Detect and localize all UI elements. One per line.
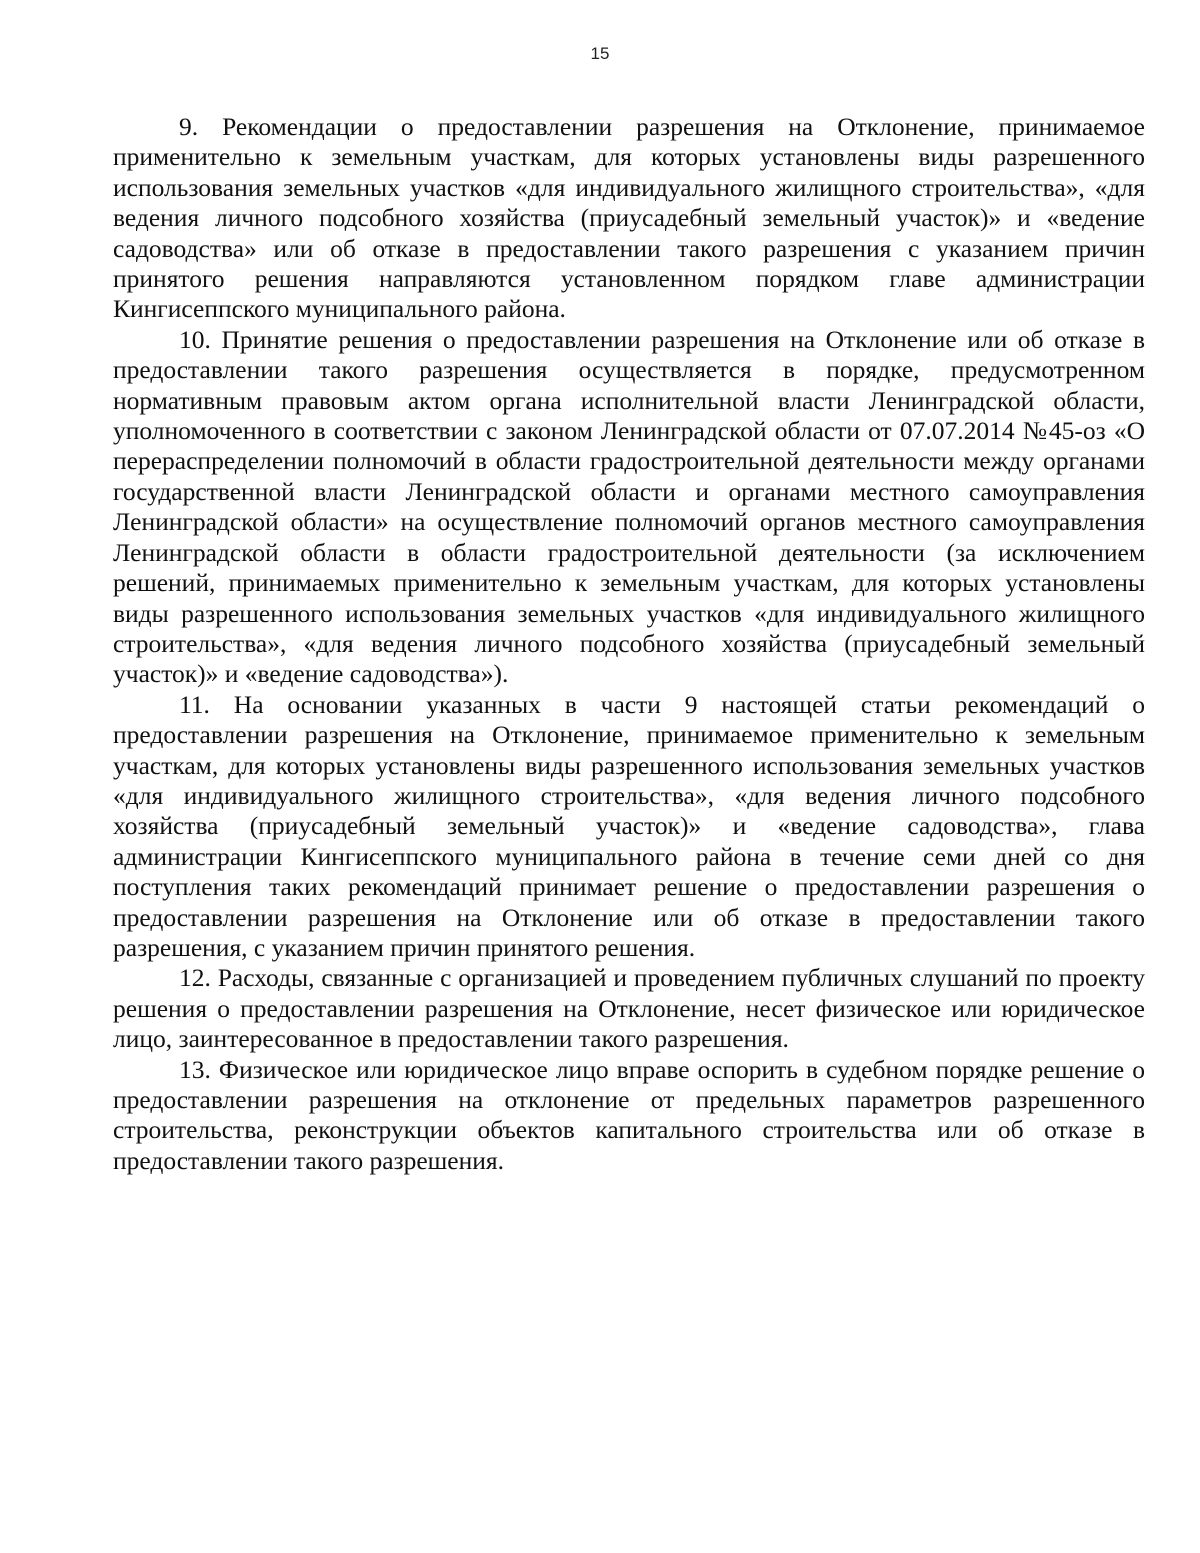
paragraph-10: 10. Принятие решения о предоставлении разрешения на Отклонение или об отказе в предоставлении такого разрешения осуществляется в порядке, предусмотренном нормативным правовым актом органа исполнительной власти Ленинградской области, уполномоченного в соответствии с законом Ленинградской области от 07.07.2014 №45-оз «О перераспределении полномочий в области градостроительной деятельности между органами государственной власти Ленинградской области и органами местного самоуправления Ленинградской области» на осуществление полномочий органов местного самоуправления Ленинградской области в области градостроительной деятельности (за исключением решений, принимаемых применительно к земельным участкам, для которых установлены виды разрешенного использования земельных участков «для индивидуального жилищного строительства», «для ведения личного подсобного хозяйства (приусадебный земельный участок)» и «ведение садоводства»). [113,324,1145,689]
page-number: 15 [590,44,610,63]
paragraph-11: 11. На основании указанных в части 9 настоящей статьи рекомендаций о предоставлении разрешения на Отклонение, принимаемое применительно к земельным участкам, для которых установлены виды разрешенного использования земельных участков «для индивидуального жилищного строительства», «для ведения личного подсобного хозяйства (приусадебный земельный участок)» и «ведение садоводства», глава администрации Кингисеппского муниципального района в течение семи дней со дня поступления таких рекомендаций принимает решение о предоставлении разрешения о предоставлении разрешения на Отклонение или об отказе в предоставлении такого разрешения, с указанием причин принятого решения. [113,689,1145,962]
paragraph-12: 12. Расходы, связанные с организацией и проведением публичных слушаний по проекту решения о предоставлении разрешения на Отклонение, несет физическое или юридическое лицо, заинтересованное в предоставлении такого разрешения. [113,963,1145,1054]
paragraph-9: 9. Рекомендации о предоставлении разрешения на Отклонение, принимаемое применительно к земельным участкам, для которых установлены виды разрешенного использования земельных участков «для индивидуального жилищного строительства», «для ведения личного подсобного хозяйства (приусадебный земельный участок)» и «ведение садоводства» или об отказе в предоставлении такого разрешения с указанием причин принятого решения направляются установленном порядком главе администрации Кингисеппского муниципального района. [113,112,1145,324]
paragraph-13: 13. Физическое или юридическое лицо вправе оспорить в судебном порядке решение о предоставлении разрешения на отклонение от предельных параметров разрешенного строительства, реконструкции объектов капитального строительства или об отказе в предоставлении такого разрешения. [113,1054,1145,1175]
document-body [113,112,1145,1176]
